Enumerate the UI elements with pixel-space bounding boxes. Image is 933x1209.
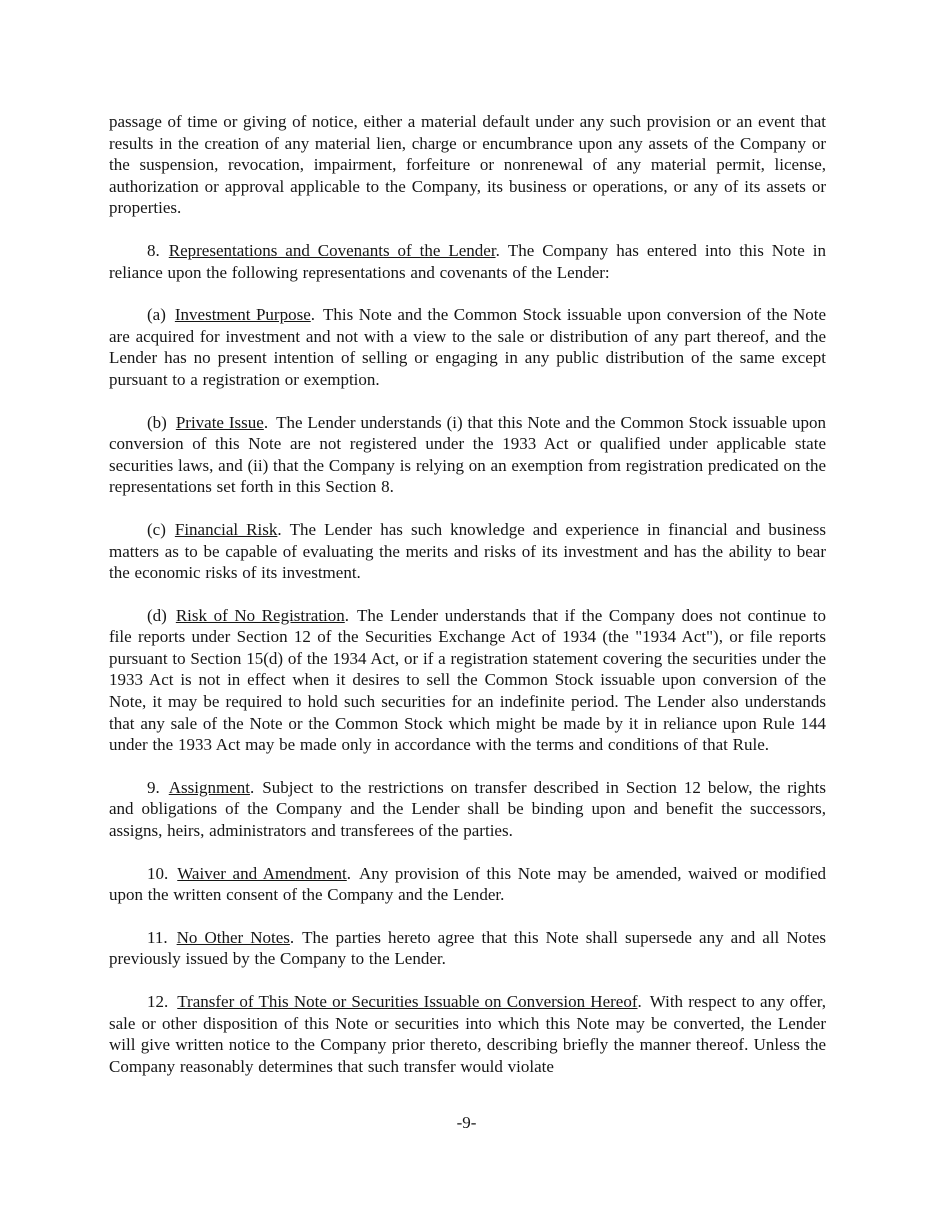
- heading-punctuation: .: [495, 240, 500, 260]
- paragraph-body: The Lender has such knowledge and experience in financial and business matters as to be capable of evaluating the merits and risks of its investment and has the ability to bear the economic risks of its investment.: [109, 519, 826, 583]
- heading-punctuation: .: [344, 605, 350, 625]
- document-paragraph: [109, 605, 826, 756]
- paragraph-number: 8.: [147, 240, 160, 260]
- document-paragraph: [109, 863, 826, 906]
- paragraph-number: (b): [147, 412, 167, 432]
- document-paragraph: [109, 991, 826, 1077]
- paragraph-number: 10.: [147, 863, 169, 883]
- paragraph-heading: Financial Risk: [174, 519, 278, 539]
- heading-punctuation: .: [289, 927, 295, 947]
- heading-punctuation: .: [310, 305, 315, 325]
- paragraph-heading: Investment Purpose: [174, 305, 311, 325]
- paragraph-body: passage of time or giving of notice, either a material default under any such provision or an event that results in the creation of any material lien, charge or encumbrance upon any assets of the Company or the suspension, revocation, impairment, forfeiture or nonrenewal of any material permit, license, authorization or approval applicable to the Company, its business or operations, or any of its assets or properties.: [109, 112, 826, 218]
- document-paragraph: [109, 304, 826, 390]
- paragraph-body: The Lender understands (i) that this Note and the Common Stock issuable upon conversion of this Note are not registered under the 1933 Act or qualified under applicable state securities laws, and (ii) that the Company is relying on an exemption from registration predicated on the representations set forth in this Section 8.: [109, 412, 826, 497]
- page-footer: [0, 1112, 933, 1134]
- paragraph-body: Subject to the restrictions on transfer described in Section 12 below, the rights and obligations of the Company and the Lender shall be binding upon and benefit the successors, assigns, heirs, administrators and transferees of the parties.: [109, 777, 826, 841]
- document-paragraph: [109, 111, 826, 219]
- paragraph-body: The Lender understands that if the Company does not continue to file reports under Section 12 of the Securities Exchange Act of 1934 (the "1934 Act"), or file reports pursuant to Section 15(d) of the 1934 Act, or if a registration statement covering the securities under the 1933 Act is not in effect when it desires to sell the Common Stock issuable upon conversion of the Note, it may be required to hold such securities for an indefinite period. The Lender also understands that any sale of the Note or the Common Stock which might be made by it in reliance upon Rule 144 under the 1933 Act may be made only in accordance with the terms and conditions of that Rule.: [109, 605, 826, 755]
- page-number: -9-: [456, 1113, 477, 1132]
- paragraph-heading: Transfer of This Note or Securities Issuable on Conversion Hereof: [177, 992, 638, 1011]
- document-paragraph: [109, 412, 826, 498]
- paragraph-number: 12.: [147, 992, 169, 1011]
- heading-punctuation: .: [263, 412, 269, 432]
- document-paragraph: [109, 240, 826, 283]
- paragraph-number: 9.: [147, 777, 160, 797]
- paragraph-body: With respect to any offer, sale or other disposition of this Note or securities into which this Note may be converted, the Lender will give written notice to the Company prior thereto, describing briefly the manner thereof. Unless the Company reasonably determines that such transfer would violate: [109, 992, 826, 1076]
- paragraph-heading: Risk of No Registration: [175, 605, 345, 625]
- paragraph-number: 11.: [147, 927, 168, 947]
- document-body: [109, 111, 826, 1077]
- heading-punctuation: .: [249, 777, 255, 797]
- paragraph-body: Any provision of this Note may be amended, waived or modified upon the written consent of the Company and the Lender.: [109, 863, 826, 905]
- heading-punctuation: .: [637, 992, 642, 1011]
- paragraph-number: (a): [147, 305, 166, 325]
- paragraph-heading: Waiver and Amendment: [177, 863, 347, 883]
- paragraph-body: The parties hereto agree that this Note shall supersede any and all Notes previously issued by the Company to the Lender.: [109, 927, 826, 969]
- paragraph-heading: Representations and Covenants of the Lender: [168, 240, 496, 260]
- heading-punctuation: .: [346, 863, 352, 883]
- paragraph-heading: Private Issue: [175, 412, 264, 432]
- document-paragraph: [109, 927, 826, 970]
- paragraph-number: (c): [147, 519, 166, 539]
- document-paragraph: [109, 777, 826, 842]
- paragraph-body: This Note and the Common Stock issuable upon conversion of the Note are acquired for investment and not with a view to the sale or distribution of any part thereof, and the Lender has no present intention of selling or engaging in any public distribution of the same except pursuant to a registration or exemption.: [109, 305, 826, 389]
- document-paragraph: [109, 519, 826, 584]
- paragraph-heading: No Other Notes: [176, 927, 290, 947]
- paragraph-heading: Assignment: [168, 777, 250, 797]
- heading-punctuation: .: [277, 519, 282, 539]
- paragraph-body: The Company has entered into this Note in reliance upon the following representations and covenants of the Lender:: [109, 240, 826, 282]
- paragraph-number: (d): [147, 605, 167, 625]
